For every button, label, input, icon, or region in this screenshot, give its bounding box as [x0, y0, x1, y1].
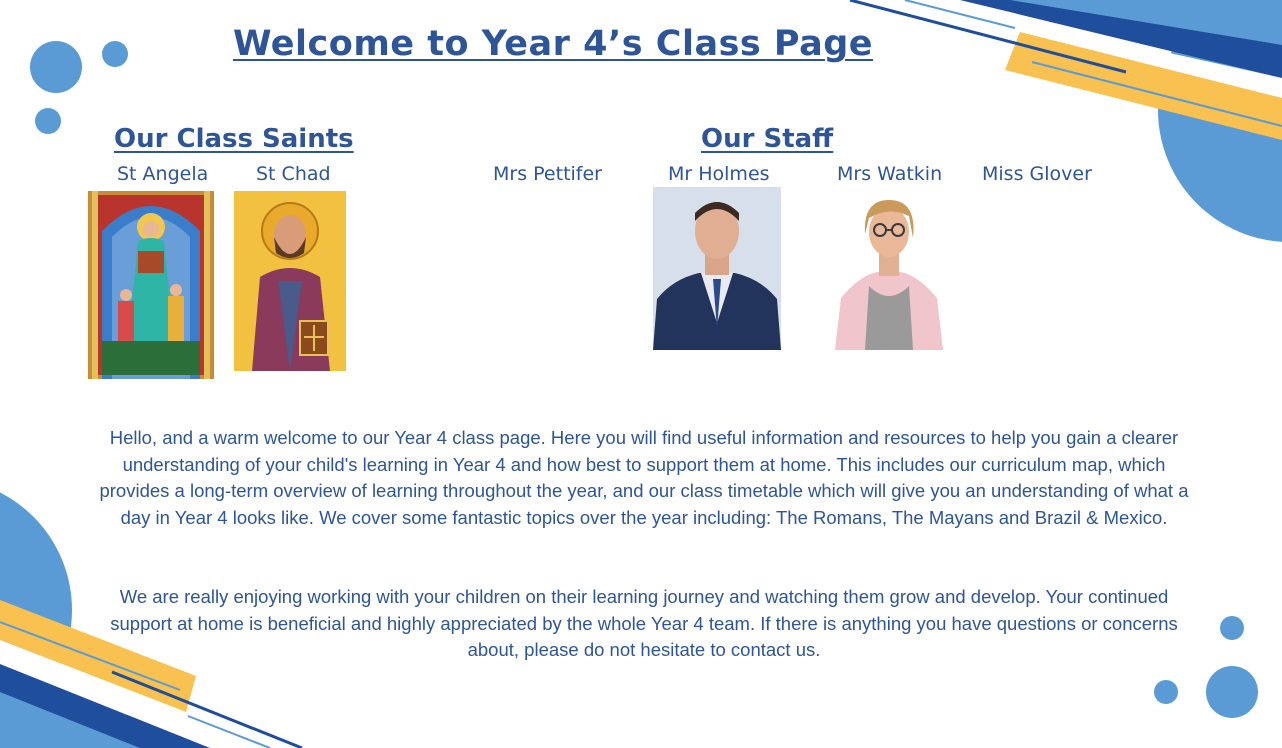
staff-heading: Our Staff: [701, 124, 834, 154]
intro-paragraph-2: We are really enjoying working with your children on their learning journey and watching them grow and develop. Your continued support at home is beneficial and highly appreciated by the whole Year 4 team. If there is anything you have questions or concerns about, please do not hesitate to contact us.: [110, 586, 1178, 660]
page-title: Welcome to Year 4’s Class Page: [232, 24, 874, 64]
staff-name-mrs-watkin: Mrs Watkin: [837, 163, 943, 185]
saints-heading: Our Class Saints: [114, 124, 354, 154]
decor-circle: [1154, 680, 1178, 704]
staff-name-miss-glover: Miss Glover: [982, 163, 1092, 185]
saint-name-st-chad: St Chad: [256, 163, 331, 185]
intro-paragraph-1: Hello, and a warm welcome to our Year 4 class page. Here you will find useful information and resources to help you gain a clearer understanding of your child's learning in Year 4 and how best to support them at home. This includes our curriculum map, which provides a long-term overview of learning throughout the year, and our class timetable which will give you an understanding of what a day in Year 4 looks like. We cover some fantastic topics over the year including: The Romans, The Mayans and Brazil & Mexico.: [99, 427, 1189, 528]
decor-line: [188, 716, 270, 748]
st-chad-image: [234, 191, 346, 371]
st-angela-image: [88, 191, 214, 379]
decor-circle: [1220, 616, 1244, 640]
mr-holmes-photo: [653, 187, 781, 350]
staff-name-mrs-pettifer: Mrs Pettifer: [493, 163, 602, 185]
staff-name-mr-holmes: Mr Holmes: [668, 163, 770, 185]
decor-circle: [1206, 666, 1258, 718]
saint-name-st-angela: St Angela: [117, 163, 209, 185]
decor-circle: [35, 108, 61, 134]
mrs-watkin-photo: [829, 186, 949, 350]
